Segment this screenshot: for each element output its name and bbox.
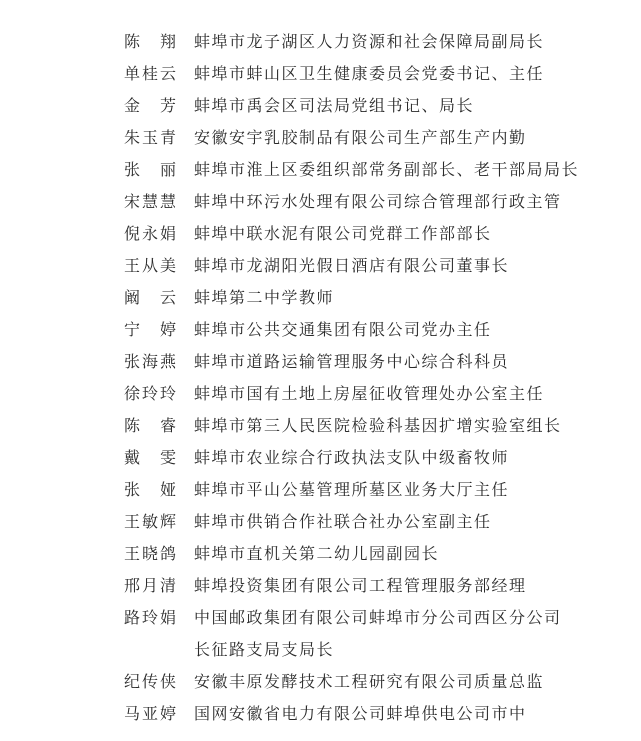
person-name <box>124 702 176 726</box>
name-char: 娟 <box>159 224 176 243</box>
name-char: 翔 <box>159 32 176 51</box>
name-char: 马 <box>124 704 141 723</box>
person-title: 蚌埠中联水泥有限公司党群工作部部长 <box>194 224 492 243</box>
name-char: 陈 <box>124 416 141 435</box>
name-char: 玉 <box>141 128 158 147</box>
name-char: 晓 <box>141 544 158 563</box>
person-name <box>124 606 176 630</box>
person-name <box>124 318 176 342</box>
person-title: 蚌埠市第三人民医院检验科基因扩增实验室组长 <box>194 416 562 435</box>
list-item-continuation <box>124 634 579 666</box>
person-title: 长征路支局支局长 <box>194 640 335 659</box>
name-char: 睿 <box>159 416 176 435</box>
person-name <box>124 574 176 598</box>
person-name <box>124 478 176 502</box>
list-item <box>124 378 579 410</box>
name-char: 丽 <box>159 160 176 179</box>
name-char: 邢 <box>124 576 141 595</box>
name-char: 玲 <box>141 608 158 627</box>
person-name <box>124 286 176 310</box>
list-item <box>124 346 579 378</box>
list-item <box>124 186 579 218</box>
person-name <box>124 670 176 694</box>
person-title: 国网安徽省电力有限公司蚌埠供电公司市中 <box>194 704 527 723</box>
name-char: 纪 <box>124 672 141 691</box>
list-item <box>124 570 579 602</box>
person-title: 蚌埠市蚌山区卫生健康委员会党委书记、主任 <box>194 64 545 83</box>
name-char: 张 <box>124 480 141 499</box>
name-char: 王 <box>124 256 141 275</box>
name-char: 张 <box>124 352 141 371</box>
name-char: 敏 <box>141 512 158 531</box>
list-item <box>124 218 579 250</box>
name-char: 戴 <box>124 448 141 467</box>
name-char: 陈 <box>124 32 141 51</box>
person-name <box>124 510 176 534</box>
list-item <box>124 442 579 474</box>
list-item <box>124 410 579 442</box>
list-item <box>124 474 579 506</box>
list-item <box>124 154 579 186</box>
person-title: 蚌埠投资集团有限公司工程管理服务部经理 <box>194 576 527 595</box>
person-title: 安徽丰原发酵技术工程研究有限公司质量总监 <box>194 672 545 691</box>
name-char: 单 <box>124 64 141 83</box>
name-char: 娟 <box>159 608 176 627</box>
name-char: 阚 <box>124 288 141 307</box>
name-char: 雯 <box>159 448 176 467</box>
name-char: 婷 <box>159 704 176 723</box>
name-char: 鸽 <box>159 544 176 563</box>
person-title: 蚌埠市龙湖阳光假日酒店有限公司董事长 <box>194 256 510 275</box>
person-name <box>124 30 176 54</box>
person-title: 蚌埠市国有土地上房屋征收管理处办公室主任 <box>194 384 545 403</box>
person-title: 蚌埠市直机关第二幼儿园副园长 <box>194 544 440 563</box>
name-char: 辉 <box>159 512 176 531</box>
list-item <box>124 666 579 698</box>
list-item <box>124 90 579 122</box>
list-item <box>124 602 579 634</box>
name-char: 王 <box>124 512 141 531</box>
list-item <box>124 538 579 570</box>
name-char: 婷 <box>159 320 176 339</box>
name-char: 慧 <box>141 192 158 211</box>
person-name <box>124 542 176 566</box>
person-title: 蚌埠市禹会区司法局党组书记、局长 <box>194 96 475 115</box>
name-char: 亚 <box>141 704 158 723</box>
name-char: 玲 <box>141 384 158 403</box>
name-char: 宁 <box>124 320 141 339</box>
list-item <box>124 26 579 58</box>
person-name <box>124 126 176 150</box>
name-char: 青 <box>159 128 176 147</box>
name-char: 美 <box>159 256 176 275</box>
name-char: 从 <box>141 256 158 275</box>
name-char: 芳 <box>159 96 176 115</box>
person-name <box>124 158 176 182</box>
name-char: 传 <box>141 672 158 691</box>
name-char: 王 <box>124 544 141 563</box>
name-char: 海 <box>141 352 158 371</box>
person-name <box>124 414 176 438</box>
person-name <box>124 190 176 214</box>
name-char: 云 <box>159 64 176 83</box>
person-name <box>124 62 176 86</box>
name-char: 清 <box>159 576 176 595</box>
name-char: 朱 <box>124 128 141 147</box>
list-item <box>124 282 579 314</box>
person-name <box>124 382 176 406</box>
list-item <box>124 506 579 538</box>
name-char: 桂 <box>141 64 158 83</box>
name-char: 张 <box>124 160 141 179</box>
person-title: 蚌埠第二中学教师 <box>194 288 335 307</box>
person-title: 蚌埠市供销合作社联合社办公室副主任 <box>194 512 492 531</box>
name-char: 燕 <box>159 352 176 371</box>
name-char: 娅 <box>159 480 176 499</box>
person-title: 蚌埠市淮上区委组织部常务副部长、老干部局局长 <box>194 160 580 179</box>
person-title: 蚌埠中环污水处理有限公司综合管理部行政主管 <box>194 192 562 211</box>
name-char: 玲 <box>159 384 176 403</box>
name-char: 金 <box>124 96 141 115</box>
person-title: 蚌埠市农业综合行政执法支队中级畜牧师 <box>194 448 510 467</box>
name-char: 永 <box>141 224 158 243</box>
person-name <box>124 94 176 118</box>
name-char: 慧 <box>159 192 176 211</box>
person-title: 蚌埠市平山公墓管理所墓区业务大厅主任 <box>194 480 510 499</box>
person-name <box>124 254 176 278</box>
honoree-list <box>124 26 579 730</box>
list-item <box>124 250 579 282</box>
name-char: 徐 <box>124 384 141 403</box>
name-char: 云 <box>159 288 176 307</box>
list-item <box>124 698 579 730</box>
person-title: 蚌埠市道路运输管理服务中心综合科科员 <box>194 352 510 371</box>
person-title: 蚌埠市龙子湖区人力资源和社会保障局副局长 <box>194 32 545 51</box>
person-name <box>124 350 176 374</box>
name-char: 宋 <box>124 192 141 211</box>
person-title: 中国邮政集团有限公司蚌埠市分公司西区分公司 <box>194 608 562 627</box>
name-char: 月 <box>141 576 158 595</box>
person-title: 安徽安宇乳胶制品有限公司生产部生产内勤 <box>194 128 527 147</box>
list-item <box>124 314 579 346</box>
list-item <box>124 58 579 90</box>
person-title: 蚌埠市公共交通集团有限公司党办主任 <box>194 320 492 339</box>
name-char: 路 <box>124 608 141 627</box>
list-item <box>124 122 579 154</box>
name-char: 倪 <box>124 224 141 243</box>
name-char: 侠 <box>159 672 176 691</box>
person-name <box>124 446 176 470</box>
person-name <box>124 222 176 246</box>
